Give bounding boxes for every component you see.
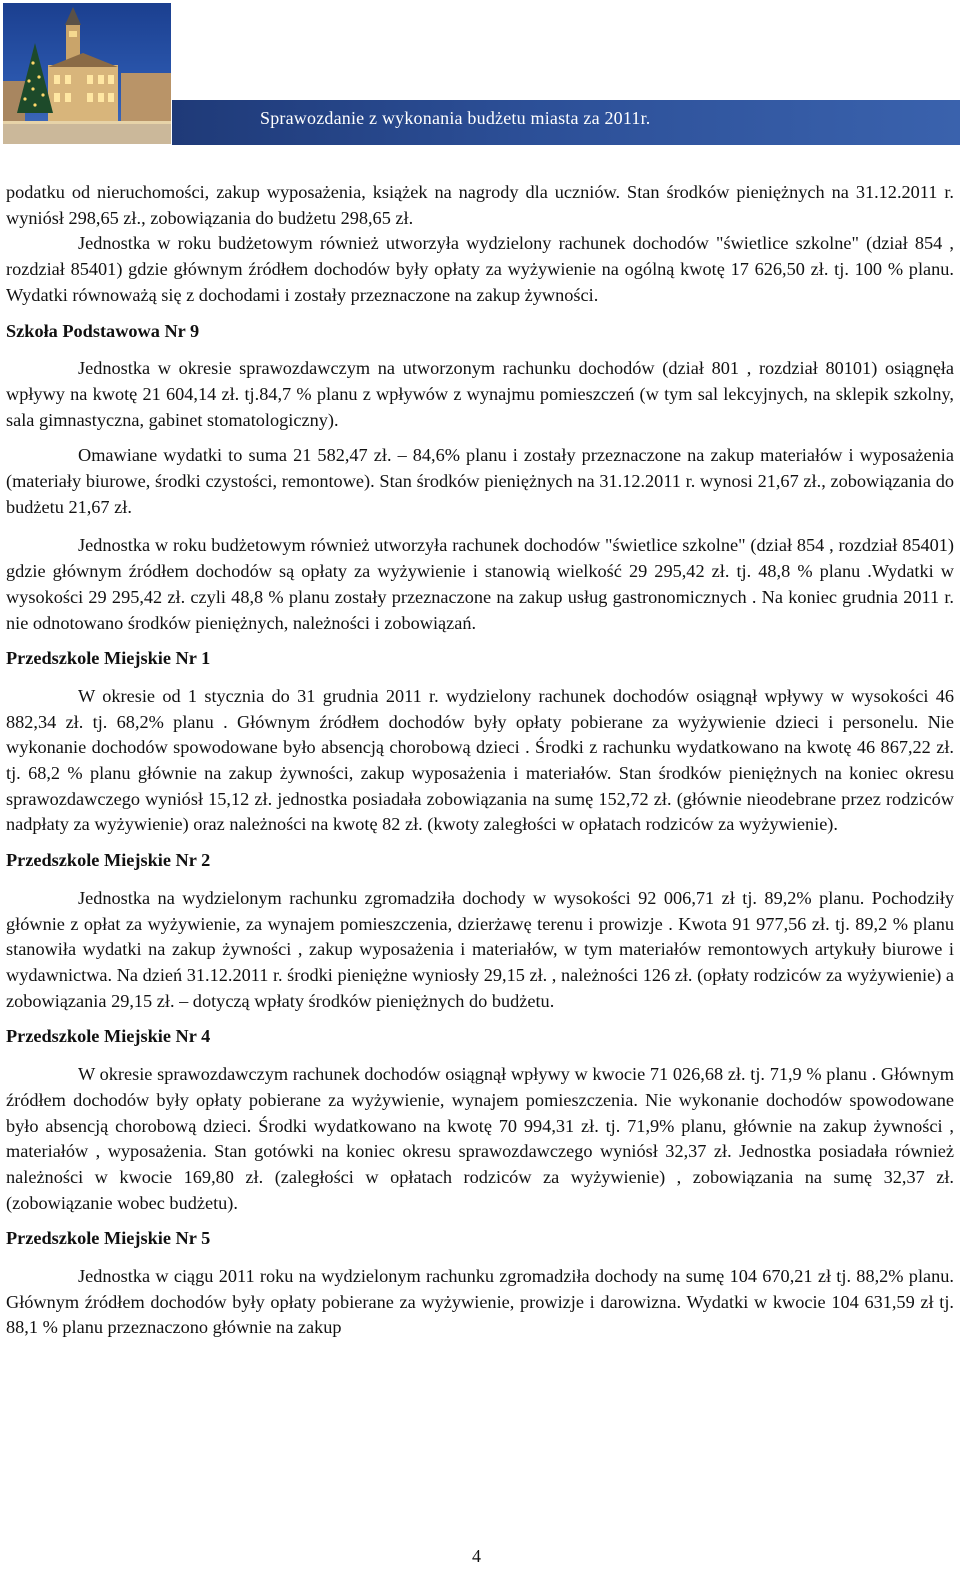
header-town-hall-photo bbox=[3, 3, 171, 144]
paragraph-sp9-swietlice: Jednostka w roku budżetowym również utworzyła rachunek dochodów "świetlice szkolne" (dział 854 , rozdział 85401) gdzie głównym źródłem dochodów są opłaty za wyżywienie i stanowią wielkość 29 295,42 zł. tj. 48,8 % planu .Wydatki w wysokości 29 295,42 zł. czyli 48,8 % planu zostały przeznaczone na zakup usług gastronomicznych . Na koniec grudnia 2011 r. nie odnotowano środków pieniężnych, należności i zobowiązań. bbox=[6, 535, 954, 633]
header-title: Sprawozdanie z wykonania budżetu miasta za 2011r. bbox=[260, 108, 651, 128]
section-heading-pm5: Przedszkole Miejskie Nr 5 bbox=[6, 1228, 211, 1249]
section-heading-sp9: Szkoła Podstawowa Nr 9 bbox=[6, 320, 200, 341]
paragraph-pm5: Jednostka w ciągu 2011 roku na wydzielonym rachunku zgromadziła dochody na sumę 104 670,21 zł tj. 88,2% planu. Głównym źródłem dochodów były opłaty pobierane za wyżywienie, prowizje i darowizna. Wydatki w kwocie 104 631,59 zł tj. 88,1 % planu przeznaczono głównie na zakup bbox=[6, 1266, 954, 1338]
paragraph-sp9-expenses: Omawiane wydatki to suma 21 582,47 zł. – 84,6% planu i zostały przeznaczone na zakup materiałów i wyposażenia (materiały biurowe, środki czystości, remontowe). Stan środków pieniężnych na 31.12.2011 r. wynosi 21,67 zł., zobowiązania do budżetu 21,67 zł. bbox=[6, 445, 954, 517]
section-heading-pm4: Przedszkole Miejskie Nr 4 bbox=[6, 1026, 211, 1047]
paragraph-intro: podatku od nieruchomości, zakup wyposażenia, książek na nagrody dla uczniów. Stan środków pieniężnych na 31.12.2011 r. wyniósł 298,65 zł., zobowiązania do budżetu 298,65 zł. bbox=[6, 182, 954, 228]
section-heading-pm2: Przedszkole Miejskie Nr 2 bbox=[6, 850, 211, 871]
paragraph-pm1: W okresie od 1 stycznia do 31 grudnia 2011 r. wydzielony rachunek dochodów osiągnął wpływy w wysokości 46 882,34 zł. tj. 68,2% planu . Głównym źródłem dochodów były opłaty pobierane za wyżywienie dzieci i personelu. Nie wykonanie dochodów spowodowane było absencją chorobową dzieci . Środki z rachunku wydatkowano na kwotę 46 867,22 zł. tj. 68,2 % planu głównie na zakup żywności, zakup wyposażenia i materiałów. Stan środków pieniężnych na koniec okresu sprawozdawczego wyniósł 15,12 zł. jednostka posiadała zobowiązania na sumę 152,72 zł. (głównie nieodebrane przez rodziców nadpłaty za wyżywienie) oraz należności na kwotę 82 zł. (kwoty zaległości w opłatach rodziców za wyżywienie). bbox=[6, 685, 954, 835]
paragraph-pm2: Jednostka na wydzielonym rachunku zgromadziła dochody w wysokości 92 006,71 zł tj. 89,2% planu. Pochodziły głównie z opłat za wyżywienie, za wynajem pomieszczenia, dzierżawę terenu i prowizje . Kwota 91 977,56 zł. tj. 89,2 % planu stanowiła wydatki na zakup żywności , zakup wyposażenia i materiałów, w tym materiałów remontowych artykuły biurowe i wydawnictwa. Na dzień 31.12.2011 r. środki pieniężne wyniosły 29,15 zł. , należności 126 zł. (opłaty rodziców za wyżywienie) a zobowiązania 29,15 zł. – dotyczą wpłaty środków pieniężnych do budżetu. bbox=[6, 887, 954, 1011]
paragraph-swietlice: Jednostka w roku budżetowym również utworzyła wydzielony rachunek dochodów "świetlice szkolne" (dział 854 , rozdział 85401) gdzie głównym źródłem dochodów były opłaty za wyżywienie na ogólną kwotę 17 626,50 zł. tj. 100 % planu. Wydatki równoważą się z dochodami i zostały przeznaczone na zakup żywności. bbox=[6, 233, 954, 305]
paragraph-sp9-income: Jednostka w okresie sprawozdawczym na utworzonym rachunku dochodów (dział 801 , rozdział 80101) osiągnęła wpływy na kwotę 21 604,14 zł. tj.84,7 % planu z wpływów z wynajmu pomieszczeń (w tym sal lekcyjnych, na sklepik szkolny, sala gimnastyczna, gabinet stomatologiczny). bbox=[6, 358, 954, 430]
paragraph-pm4: W okresie sprawozdawczym rachunek dochodów osiągnął wpływy w kwocie 71 026,68 zł. tj. 71,9 % planu . Głównym źródłem dochodów były opłaty pobierane za wyżywienie, wynajem pomieszczenia. Nie wykonanie dochodów spowodowane było absencją chorobową dzieci. Środki wydatkowano na kwotę 70 994,31 zł. tj. 71,9% planu, głównie na zakup żywności , materiałów , wyposażenia. Stan gotówki na koniec okresu sprawozdawczego wyniósł 32,37 zł. Jednostka posiadała również należności w kwocie 169,80 zł. (zaległości w opłatach rodziców za wyżywienie) , zobowiązania na sumę 32,37 zł. (zobowiązanie wobec budżetu). bbox=[6, 1064, 954, 1213]
page-header bbox=[0, 0, 960, 145]
section-heading-pm1: Przedszkole Miejskie Nr 1 bbox=[6, 648, 211, 669]
document-body bbox=[6, 180, 954, 1341]
page-number: 4 bbox=[472, 1546, 481, 1566]
